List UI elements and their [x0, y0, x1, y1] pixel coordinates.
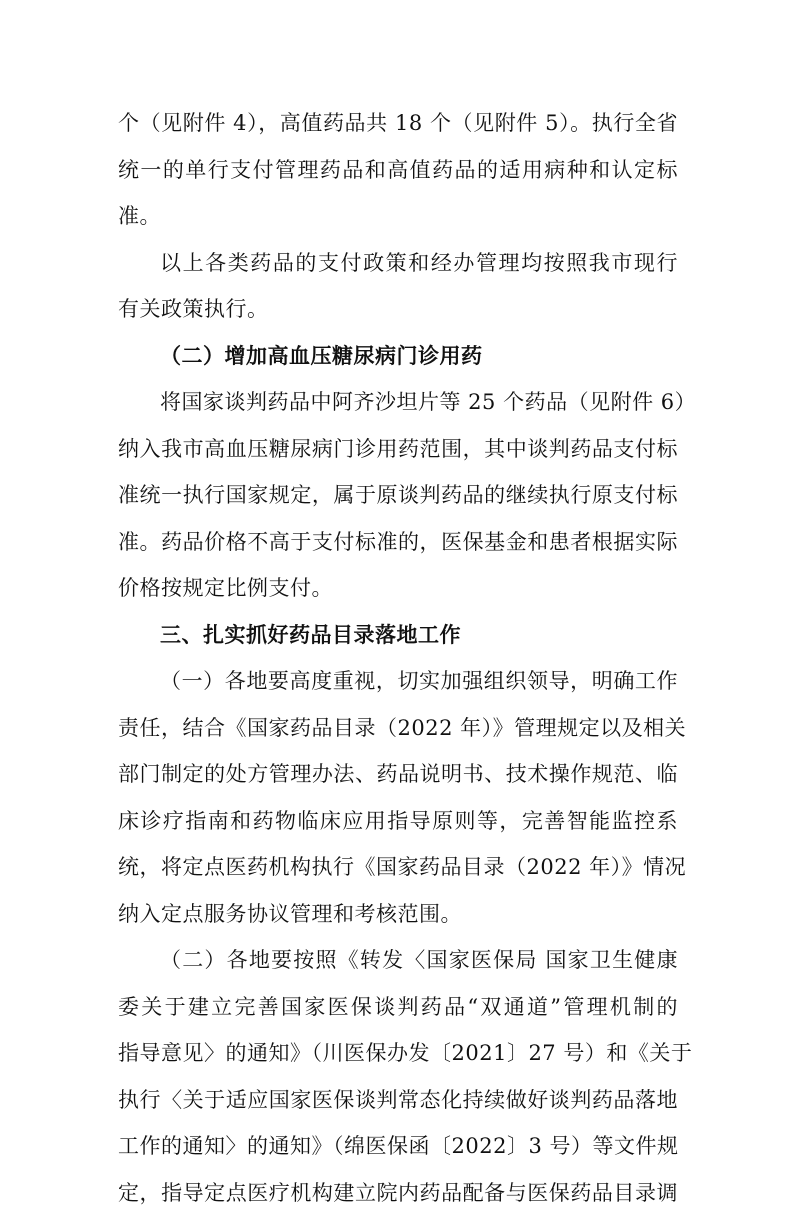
paragraph-line: 有关政策执行。 — [118, 286, 678, 333]
paragraph-line: （二）各地要按照《转发〈国家医保局 国家卫生健康 — [118, 937, 678, 984]
paragraph-line: 价格按规定比例支付。 — [118, 565, 678, 612]
paragraph-line: 委关于建立完善国家医保谈判药品“双通道”管理机制的 — [118, 984, 678, 1031]
paragraph-line: 以上各类药品的支付政策和经办管理均按照我市现行 — [118, 240, 678, 287]
paragraph-line: 部门制定的处方管理办法、药品说明书、技术操作规范、临 — [118, 751, 678, 798]
paragraph-line: 准。药品价格不高于支付标准的，医保基金和患者根据实际 — [118, 519, 678, 566]
paragraph-line: 统，将定点医药机构执行《国家药品目录（2022 年）》情况 — [118, 844, 678, 891]
paragraph-line: 将国家谈判药品中阿齐沙坦片等 25 个药品（见附件 6） — [118, 379, 678, 426]
paragraph-line: 纳入定点服务协议管理和考核范围。 — [118, 891, 678, 938]
document-page — [118, 100, 678, 1216]
paragraph-line: 指导意见〉的通知》（川医保办发〔2021〕27 号）和《关于 — [118, 1030, 678, 1077]
paragraph-line: 准统一执行国家规定，属于原谈判药品的继续执行原支付标 — [118, 472, 678, 519]
paragraph-line: 责任，结合《国家药品目录（2022 年）》管理规定以及相关 — [118, 705, 678, 752]
paragraph-line: 个（见附件 4），高值药品共 18 个（见附件 5）。执行全省 — [118, 100, 678, 147]
section-subheading: （二）增加高血压糖尿病门诊用药 — [118, 333, 678, 380]
paragraph-line: 床诊疗指南和药物临床应用指导原则等，完善智能监控系 — [118, 798, 678, 845]
paragraph-line: 准。 — [118, 193, 678, 240]
section-heading: 三、扎实抓好药品目录落地工作 — [118, 612, 678, 659]
paragraph-line: 工作的通知〉的通知》（绵医保函〔2022〕3 号）等文件规 — [118, 1123, 678, 1170]
paragraph-line: 统一的单行支付管理药品和高值药品的适用病种和认定标 — [118, 147, 678, 194]
paragraph-line: 纳入我市高血压糖尿病门诊用药范围，其中谈判药品支付标 — [118, 426, 678, 473]
paragraph-line: 定，指导定点医疗机构建立院内药品配备与医保药品目录调 — [118, 1170, 678, 1216]
paragraph-line: 执行〈关于适应国家医保谈判常态化持续做好谈判药品落地 — [118, 1077, 678, 1124]
paragraph-line: （一）各地要高度重视，切实加强组织领导，明确工作 — [118, 658, 678, 705]
